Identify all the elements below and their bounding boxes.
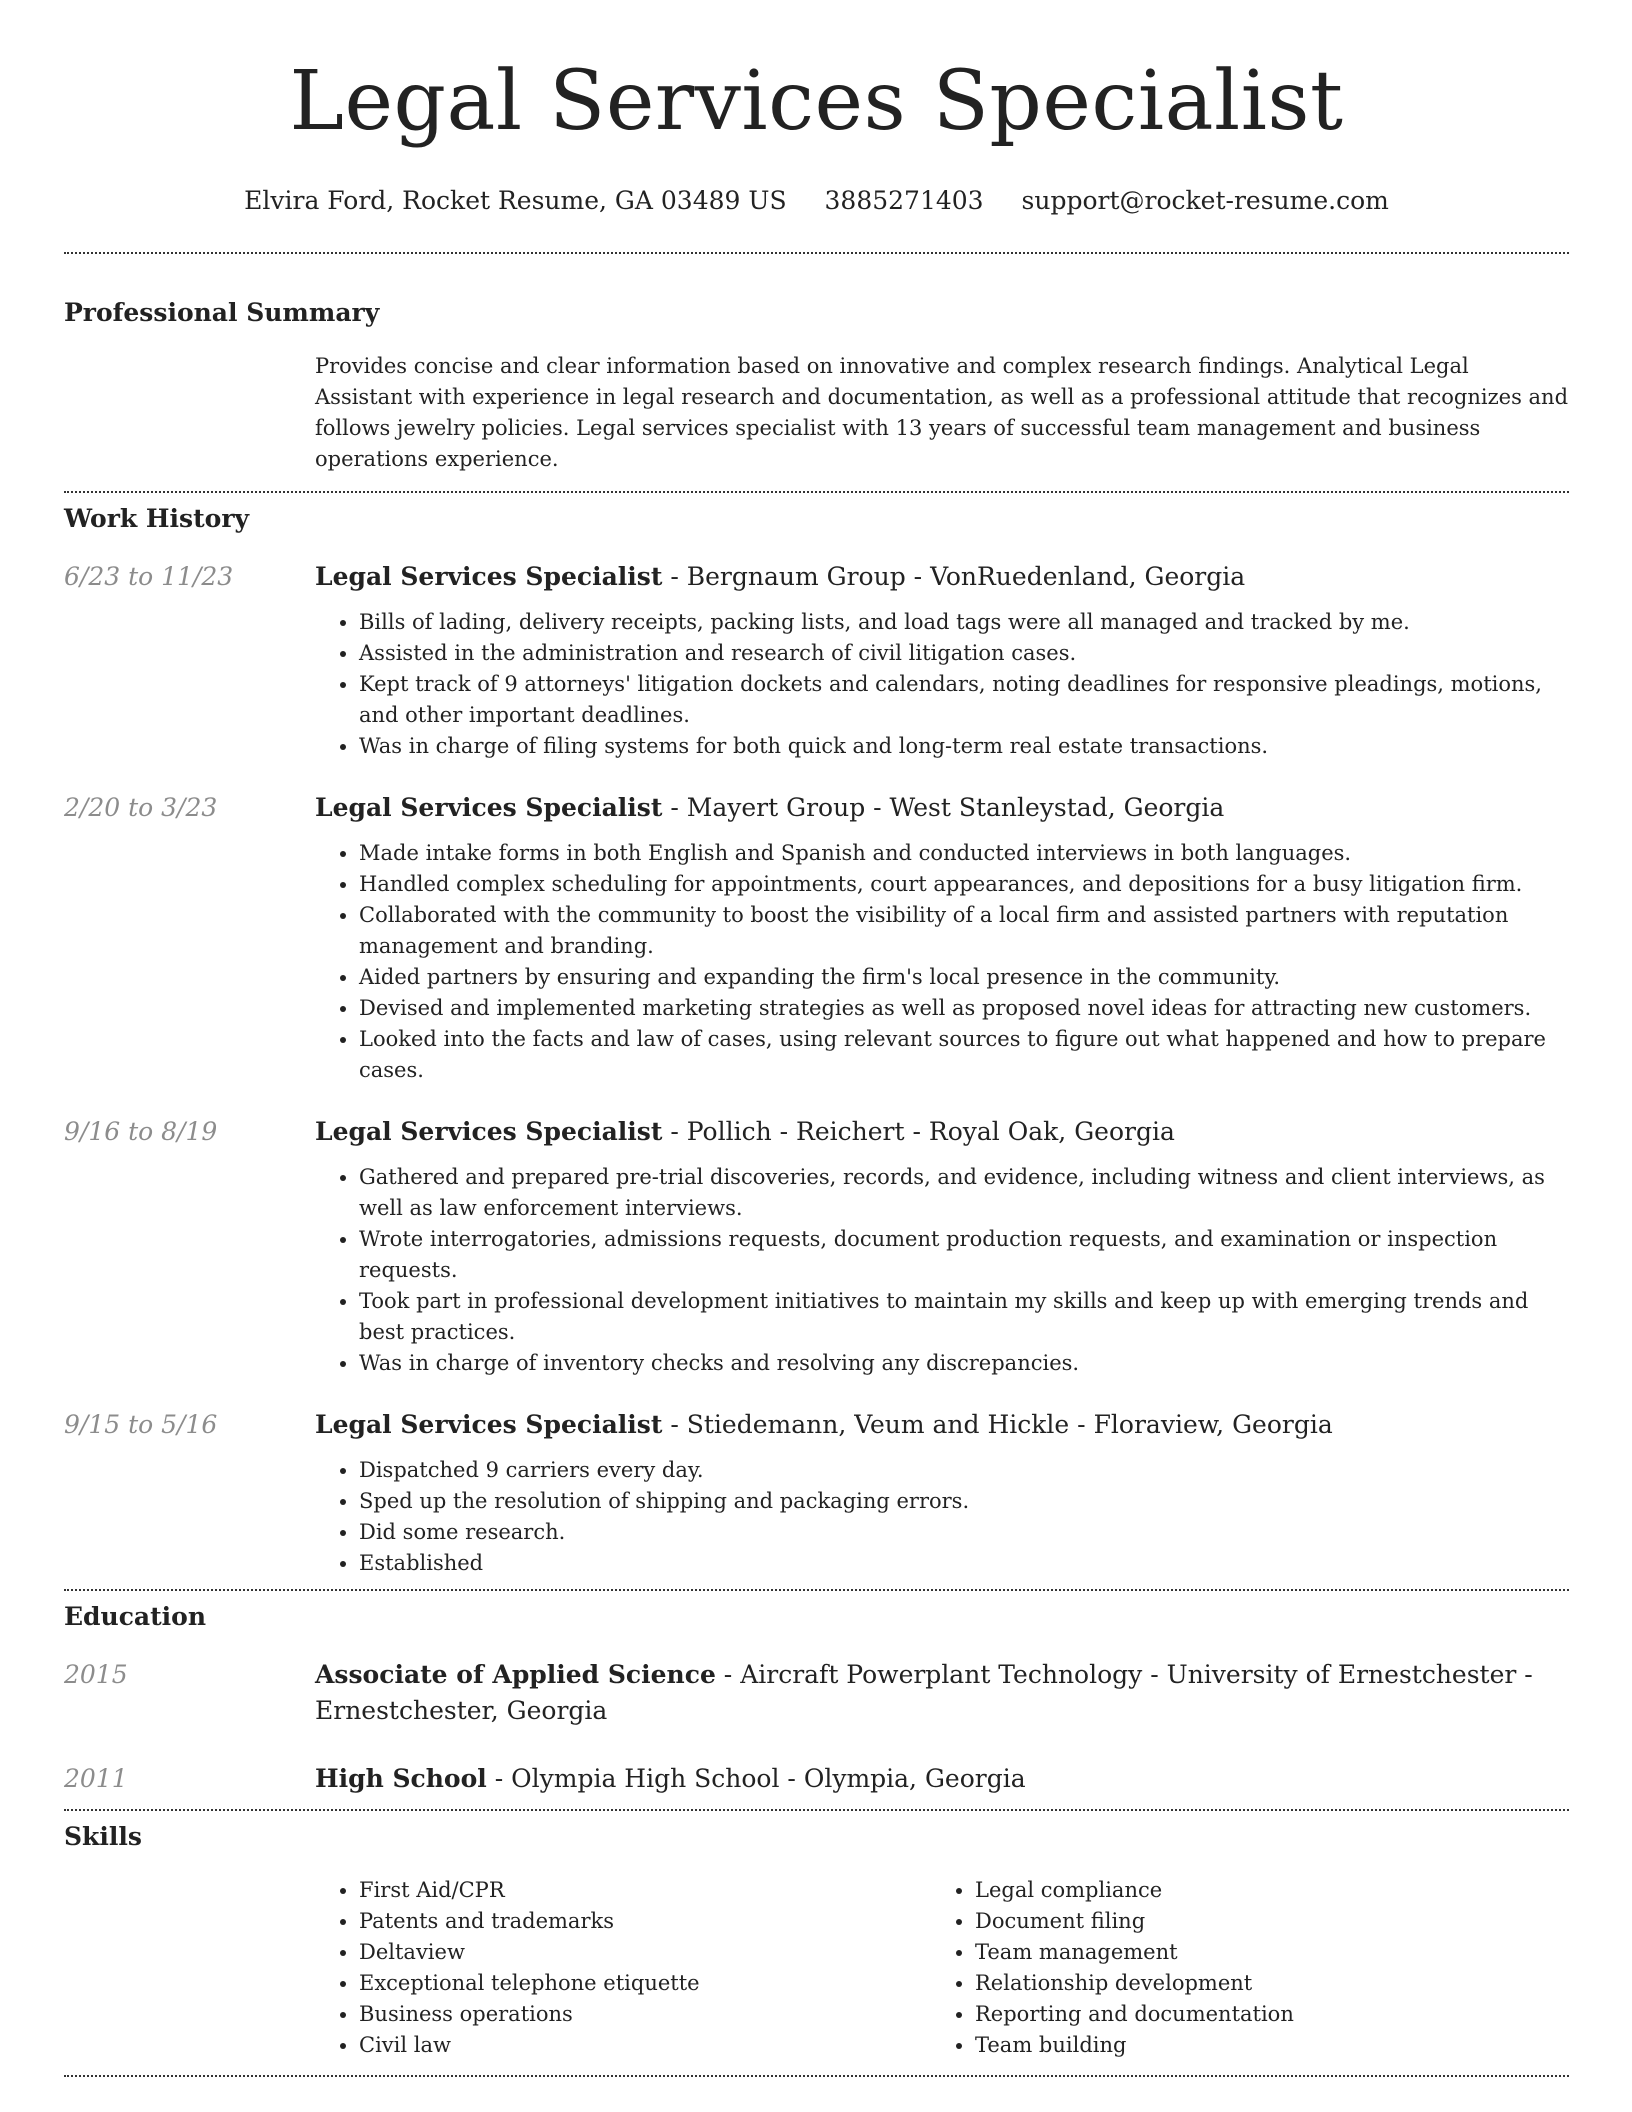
job-bullet: • Wrote interrogatories, admissions requests, document production requests, and examination or inspection requests.: [359, 1224, 1570, 1286]
job-bullet: • Took part in professional development initiatives to maintain my skills and keep up with emerging trends and best practices.: [359, 1286, 1570, 1348]
job-bullet: • Made intake forms in both English and Spanish and conducted interviews in both languages.: [359, 838, 1570, 869]
summary-heading: Professional Summary: [64, 298, 380, 327]
education-heading-line: [315, 1761, 1570, 1797]
education-school: Olympia High School: [511, 1764, 780, 1793]
education-heading: Education: [64, 1602, 207, 1631]
separator: -: [662, 1117, 687, 1146]
education-field: Aircraft Powerplant Technology: [740, 1660, 1143, 1689]
summary-text: Provides concise and clear information based on innovative and complex research findings. Analytical Legal Assistant with experience in legal research and documentation, as well as a professional attitude that recognizes and follows jewelry policies. Legal services specialist with 13 years of successful team management and business operations experience.: [315, 354, 1569, 471]
education-degree: Associate of Applied Science: [315, 1660, 716, 1689]
skills-list-left: [315, 1875, 931, 2061]
job-role: Legal Services Specialist: [315, 562, 663, 591]
job-bullets: [315, 1162, 1570, 1379]
job-location: VonRuedenland, Georgia: [930, 562, 1246, 591]
job-body: [315, 559, 1570, 762]
job-bullet: • Gathered and prepared pre-trial discoveries, records, and evidence, including witness and client interviews, as well as law enforcement interviews.: [359, 1162, 1570, 1224]
education-entry: [64, 1761, 1569, 1797]
summary-section: [64, 297, 1569, 475]
skill-item: • Document filing: [975, 1906, 1547, 1937]
job-entry: [64, 790, 1569, 1086]
job-location: Royal Oak, Georgia: [928, 1117, 1175, 1146]
education-body: [315, 1761, 1570, 1797]
skill-item: • Relationship development: [975, 1968, 1547, 1999]
separator: -: [715, 1660, 741, 1689]
job-heading: [315, 1114, 1570, 1150]
education-list: [64, 1657, 1569, 1797]
job-company: Stiedemann, Veum and Hickle: [686, 1410, 1070, 1439]
education-entry: [64, 1657, 1569, 1729]
education-section: [64, 1601, 1569, 1797]
job-location: West Stanleystad, Georgia: [889, 793, 1225, 822]
separator: -: [904, 1117, 929, 1146]
separator: -: [865, 793, 890, 822]
job-heading: [315, 1407, 1570, 1443]
skills-list-right: [931, 1875, 1547, 2061]
skills-section: [64, 1821, 1569, 2061]
skill-item: • Business operations: [359, 1999, 931, 2030]
skill-item: • Team building: [975, 2030, 1547, 2061]
separator: -: [1142, 1660, 1167, 1689]
job-dates: 9/16 to 8/19: [64, 1117, 218, 1146]
job-bullet: • Collaborated with the community to boost the visibility of a local firm and assisted partners with reputation management and branding.: [359, 900, 1570, 962]
job-heading: [315, 559, 1570, 595]
separator: -: [662, 793, 687, 822]
skill-item: • Patents and trademarks: [359, 1906, 931, 1937]
section-divider: [64, 252, 1569, 254]
job-bullet: • Dispatched 9 carriers every day.: [359, 1455, 1570, 1486]
skill-item: • Deltaview: [359, 1937, 931, 1968]
job-role: Legal Services Specialist: [315, 1410, 663, 1439]
contact-phone: 3885271403: [824, 186, 984, 215]
job-bullet: • Looked into the facts and law of cases, using relevant sources to figure out what happened and how to prepare cases.: [359, 1024, 1570, 1086]
resume-page: [64, 0, 1569, 2077]
education-year: 2015: [64, 1660, 128, 1689]
job-bullet: • Aided partners by ensuring and expanding the firm's local presence in the community.: [359, 962, 1570, 993]
separator: -: [1069, 1410, 1094, 1439]
job-role: Legal Services Specialist: [315, 793, 663, 822]
job-bullet: • Sped up the resolution of shipping and packaging errors.: [359, 1486, 1570, 1517]
separator: -: [905, 562, 931, 591]
job-body: [315, 790, 1570, 1086]
skill-item: • Reporting and documentation: [975, 1999, 1547, 2030]
job-entry: [64, 559, 1569, 762]
skill-item: • Legal compliance: [975, 1875, 1547, 1906]
job-bullets: [315, 1455, 1570, 1579]
skill-item: • Team management: [975, 1937, 1547, 1968]
job-bullets: [315, 838, 1570, 1086]
education-year: 2011: [64, 1764, 128, 1793]
resume-title: Legal Services Specialist: [289, 54, 1344, 149]
job-company: Bergnaum Group: [686, 562, 906, 591]
job-bullet: • Bills of lading, delivery receipts, packing lists, and load tags were all managed and tracked by me.: [359, 607, 1570, 638]
job-bullet: • Was in charge of inventory checks and resolving any discrepancies.: [359, 1348, 1570, 1379]
job-company: Pollich - Reichert: [686, 1117, 905, 1146]
job-list: [64, 559, 1569, 1579]
job-location: Floraview, Georgia: [1093, 1410, 1333, 1439]
separator: -: [1516, 1660, 1533, 1689]
job-body: [315, 1407, 1570, 1579]
work-history-heading: Work History: [64, 504, 250, 533]
job-bullet: • Handled complex scheduling for appointments, court appearances, and depositions for a busy litigation firm.: [359, 869, 1570, 900]
skills-heading: Skills: [64, 1822, 142, 1851]
education-degree: High School: [315, 1764, 487, 1793]
job-dates: 2/20 to 3/23: [64, 793, 218, 822]
education-location: Ernestchester, Georgia: [315, 1696, 608, 1725]
separator: -: [779, 1764, 804, 1793]
job-bullet: • Established: [359, 1548, 1570, 1579]
separator: -: [662, 562, 687, 591]
education-body: [315, 1657, 1570, 1729]
job-entry: [64, 1114, 1569, 1379]
skill-item: • First Aid/CPR: [359, 1875, 931, 1906]
job-company: Mayert Group: [686, 793, 866, 822]
section-divider: [64, 2075, 1569, 2077]
job-bullet: • Devised and implemented marketing strategies as well as proposed novel ideas for attracting new customers.: [359, 993, 1570, 1024]
job-heading: [315, 790, 1570, 826]
contact-address: Elvira Ford, Rocket Resume, GA 03489 US: [244, 186, 787, 215]
work-history-section: [64, 503, 1569, 1579]
separator: -: [486, 1764, 512, 1793]
job-bullet: • Did some research.: [359, 1517, 1570, 1548]
section-divider: [64, 1809, 1569, 1811]
skills-columns: [315, 1875, 1570, 2061]
job-bullet: • Was in charge of filing systems for both quick and long-term real estate transactions.: [359, 731, 1570, 762]
skill-item: • Civil law: [359, 2030, 931, 2061]
job-entry: [64, 1407, 1569, 1579]
section-divider: [64, 491, 1569, 493]
contact-email: support@rocket-resume.com: [1021, 186, 1389, 215]
skill-item: • Exceptional telephone etiquette: [359, 1968, 931, 1999]
job-bullet: • Kept track of 9 attorneys' litigation dockets and calendars, noting deadlines for responsive pleadings, motions, and other important deadlines.: [359, 669, 1570, 731]
job-dates: 9/15 to 5/16: [64, 1410, 218, 1439]
education-school: University of Ernestchester: [1166, 1660, 1517, 1689]
education-location: Olympia, Georgia: [803, 1764, 1026, 1793]
job-bullets: [315, 607, 1570, 762]
contact-line: [64, 184, 1569, 218]
job-bullet: • Assisted in the administration and research of civil litigation cases.: [359, 638, 1570, 669]
job-role: Legal Services Specialist: [315, 1117, 663, 1146]
separator: -: [662, 1410, 687, 1439]
section-divider: [64, 1589, 1569, 1591]
job-body: [315, 1114, 1570, 1379]
job-dates: 6/23 to 11/23: [64, 562, 234, 591]
education-heading-line: [315, 1657, 1570, 1729]
